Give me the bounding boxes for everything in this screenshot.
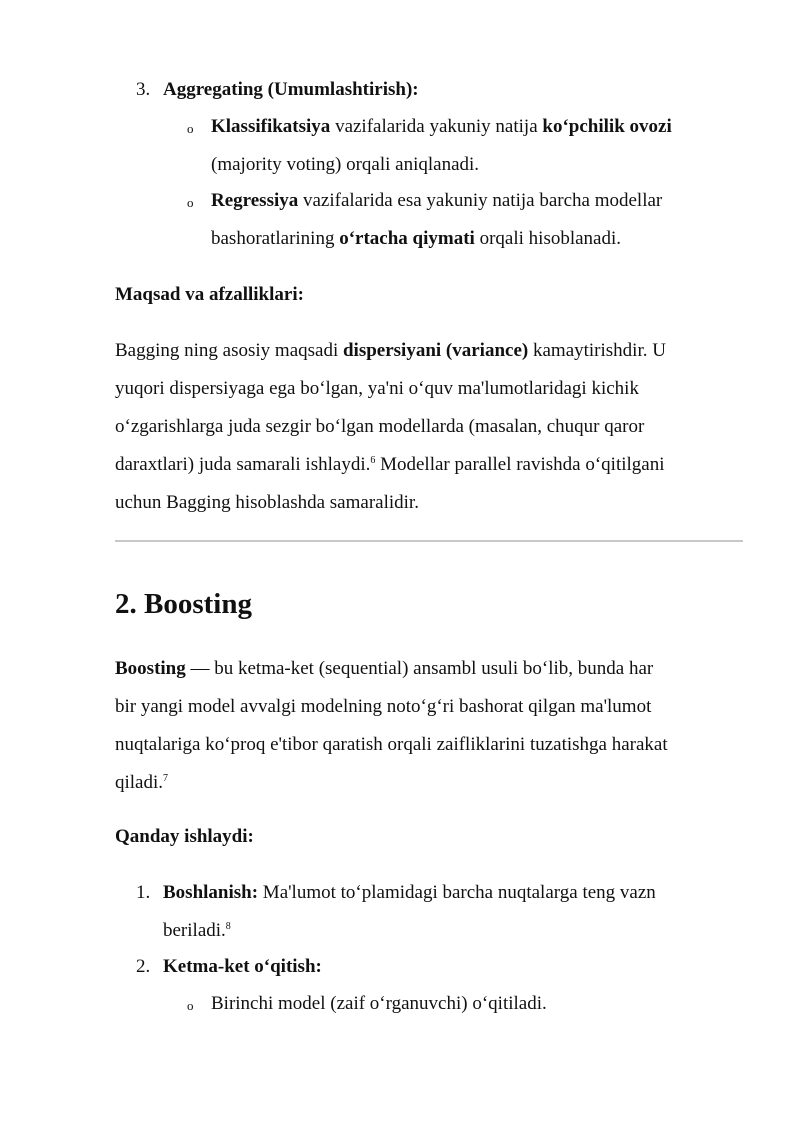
text-line <box>163 874 753 912</box>
subheading-goal <box>115 276 745 314</box>
text-span: Ma'lumot to‘plamidagi barcha nuqtalarga teng vazn <box>258 882 656 903</box>
sub-bullet-classification <box>211 108 751 184</box>
bold-term: Regressiya <box>211 190 299 211</box>
list-number: 1. <box>136 882 151 903</box>
text-span: Bagging ning asosiy maqsadi <box>115 340 343 361</box>
subheading-text: Maqsad va afzalliklari: <box>115 284 304 305</box>
text-line <box>115 446 745 484</box>
footnote-ref[interactable]: 7 <box>163 773 169 784</box>
text-line: bir yangi model avvalgi modelning noto‘g‘ri bashorat qilgan ma'lumot <box>115 696 652 717</box>
bold-term: Ketma-ket o‘qitish: <box>163 956 322 977</box>
text-span: vazifalarida yakuniy natija <box>330 116 543 137</box>
section-heading-boosting: 2. Boosting <box>115 588 252 620</box>
horizontal-divider <box>115 540 743 542</box>
bullet-marker: o <box>187 195 194 210</box>
text-line <box>211 108 751 146</box>
subheading-how <box>115 818 745 856</box>
text-span: orqali hisoblanadi. <box>474 228 622 249</box>
list-item-start <box>163 874 753 950</box>
bold-term: Boosting <box>115 658 186 679</box>
text-line <box>211 182 751 220</box>
sub-bullet-first-model: Birinchi model (zaif o‘rganuvchi) o‘qitiladi. <box>211 993 547 1014</box>
bold-term: dispersiyani (variance) <box>342 340 529 361</box>
list-item-sequential <box>163 948 322 986</box>
text-line <box>211 220 751 258</box>
bullet-marker: o <box>187 121 194 136</box>
text-line <box>115 332 745 370</box>
text-span: beriladi. <box>163 920 226 941</box>
paragraph-goal <box>115 332 745 522</box>
text-span: daraxtlari) juda samarali ishlaydi. <box>115 454 371 475</box>
footnote-ref[interactable]: 6 <box>370 455 376 466</box>
list-number: 3. <box>136 79 151 100</box>
text-span: Modellar parallel ravishda o‘qitilgani <box>375 454 665 475</box>
sub-bullet-regression <box>211 182 751 258</box>
subheading-text: Qanday ishlaydi: <box>115 826 254 847</box>
text-span: bashoratlarining <box>211 228 340 249</box>
list-item-title: Aggregating (Umumlashtirish): <box>163 79 419 100</box>
paragraph-boosting-intro <box>115 650 745 802</box>
bold-term: Klassifikatsiya <box>211 116 331 137</box>
text-span: — bu ketma-ket (sequential) ansambl usuli bo‘lib, bunda har <box>185 658 654 679</box>
text-line: yuqori dispersiyaga ega bo‘lgan, ya'ni o‘quv ma'lumotlaridagi kichik <box>115 378 639 399</box>
text-span: vazifalarida esa yakuniy natija barcha modellar <box>298 190 663 211</box>
footnote-ref[interactable]: 8 <box>225 921 231 932</box>
list-item-aggregating <box>163 71 419 109</box>
text-line <box>115 650 745 688</box>
text-line: nuqtalariga ko‘proq e'tibor qaratish orqali zaifliklarini tuzatishga harakat <box>115 734 668 755</box>
text-line: (majority voting) orqali aniqlanadi. <box>211 154 480 175</box>
text-line <box>115 764 745 802</box>
bold-term: o‘rtacha qiymati <box>339 228 475 249</box>
text-span: kamaytirishdir. U <box>528 340 666 361</box>
text-line <box>163 912 753 950</box>
text-span: qiladi. <box>115 772 164 793</box>
bold-term: ko‘pchilik ovozi <box>542 116 672 137</box>
bold-term: Boshlanish: <box>163 882 259 903</box>
text-line: uchun Bagging hisoblashda samaralidir. <box>115 492 419 513</box>
text-line: o‘zgarishlarga juda sezgir bo‘lgan modellarda (masalan, chuqur qaror <box>115 416 645 437</box>
list-number: 2. <box>136 956 151 977</box>
bullet-marker: o <box>187 998 194 1013</box>
